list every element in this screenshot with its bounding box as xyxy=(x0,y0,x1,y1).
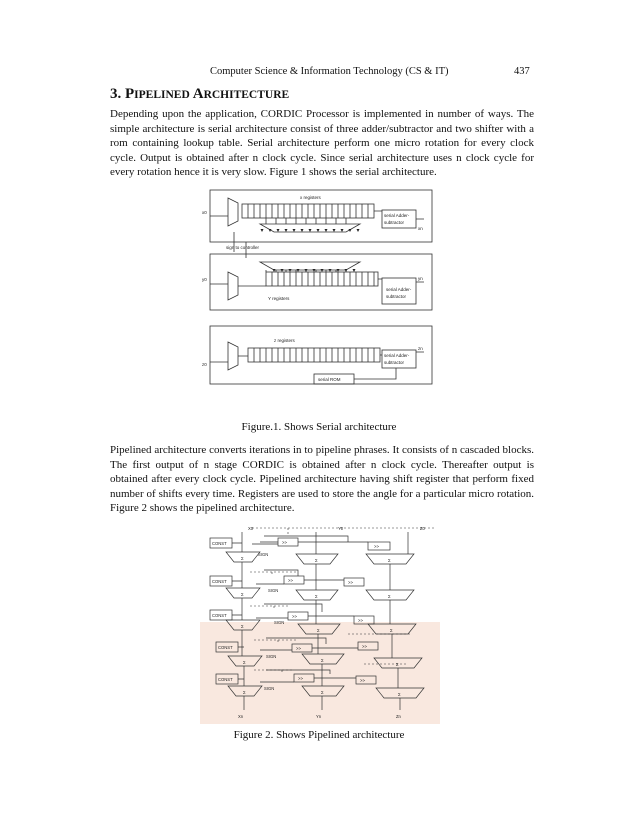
const-label-1: CONST xyxy=(212,541,227,546)
sum-5c: Σ xyxy=(398,692,401,697)
shift-label-1a: >> xyxy=(282,540,287,545)
yn-label: yn xyxy=(418,276,423,281)
highlight-region xyxy=(200,622,440,724)
shift-box-2a xyxy=(284,576,304,584)
sum-2c: Σ xyxy=(388,594,391,599)
z0-label: z0 xyxy=(202,362,207,367)
figure-1-serial-architecture xyxy=(196,186,436,392)
sum-1c: Σ xyxy=(388,558,391,563)
page-number: 437 xyxy=(514,66,530,77)
shift-label-4b: >> xyxy=(362,644,367,649)
x-mux xyxy=(228,198,238,226)
const-label-2: CONST xyxy=(212,579,227,584)
y0-label: y0 xyxy=(202,277,207,282)
paragraph-1: Depending upon the application, CORDIC Processor is implemented in number of ways. The simple architecture is serial architecture consist of three adder/subtractor and two shifter with a rom containing lookup table. Serial architecture perform one micro rotation for every clock cycle. Output is obtained after n clock cycle. Since serial architecture uses n clock cycle for every rotation hence it is very slow. Figure 1 shows the serial architecture. xyxy=(110,108,534,178)
shift-label-1b: >> xyxy=(374,544,379,549)
sum-5a: Σ xyxy=(243,690,246,695)
z-adder-label: serial Adder- xyxy=(384,353,410,358)
figure-2-caption: Figure 2. Shows Pipelined architecture xyxy=(233,729,405,741)
y-crossbar xyxy=(260,262,360,270)
shift-box-1a xyxy=(278,538,298,546)
z-subtractor-label: subtractor xyxy=(384,360,405,365)
paragraph-2: Pipelined architecture converts iterations in to pipeline phrases. It consists of n cascaded blocks. The first output of n stage CORDIC is obtained after n clock cycle. Thereafter output is obtained after every clock cycle. Pipelined architecture having shift register that perform fixed number of shifts every time. Registers are used to store the angle for a particular micro rotation. Figure 2 shows the pipelined architecture. xyxy=(110,444,534,514)
sum-1a: Σ xyxy=(241,556,244,561)
sign-label-5: SIGN xyxy=(264,686,275,691)
shift-label-3a: >> xyxy=(292,614,297,619)
y-adder-label: serial Adder- xyxy=(386,287,412,292)
sign-label-1: SIGN xyxy=(258,552,269,557)
sum-1b: Σ xyxy=(315,558,318,563)
const-label-5: CONST xyxy=(218,677,233,682)
sum-3c: Σ xyxy=(390,628,393,633)
sum-3a: Σ xyxy=(241,624,244,629)
x0-label: x0 xyxy=(202,210,207,215)
shift-label-5b: >> xyxy=(360,678,365,683)
shift-label-3b: >> xyxy=(358,618,363,623)
shift-box-1b xyxy=(368,542,390,550)
sum-4c: Σ xyxy=(396,662,399,667)
y-mux xyxy=(228,272,238,300)
running-title: Computer Science & Information Technology (CS & IT) xyxy=(210,66,449,77)
y0-input-label: Y0 xyxy=(338,526,344,531)
sum-2a: Σ xyxy=(241,592,244,597)
sign-to-controller-label: sign to controller xyxy=(226,245,260,250)
y-subtractor-label: subtractor xyxy=(386,294,407,299)
sign-label-2: SIGN xyxy=(268,588,279,593)
x0-input-label: X0 xyxy=(248,526,254,531)
sum-4a: Σ xyxy=(243,660,246,665)
x-registers-label: x registers xyxy=(300,195,321,200)
yn-output-label: Yn xyxy=(316,714,322,719)
sum-3b: Σ xyxy=(317,628,320,633)
shift-box-2b xyxy=(344,578,364,586)
z-registers-label: z registers xyxy=(274,338,295,343)
sign-label-3: SIGN xyxy=(274,620,285,625)
y-registers-label: Y registers xyxy=(268,296,290,301)
section-rest-1: IPELINED xyxy=(134,89,190,101)
sign-label-4: SIGN xyxy=(266,654,277,659)
section-number: 3. xyxy=(110,86,122,102)
section-heading xyxy=(110,86,289,103)
const-label-4: CONST xyxy=(218,645,233,650)
section-cap-1: P xyxy=(125,86,135,102)
y-register xyxy=(266,272,378,286)
shift-label-2b: >> xyxy=(348,580,353,585)
shift-box-3a xyxy=(288,612,308,620)
zn-output-label: Zn xyxy=(396,714,401,719)
shift-label-4a: >> xyxy=(296,646,301,651)
section-cap-2: A xyxy=(192,86,204,102)
serial-rom-label: serial ROM xyxy=(318,377,341,382)
xn-label: xn xyxy=(418,226,423,231)
x-subtractor-label: subtractor xyxy=(384,220,405,225)
zn-label: zn xyxy=(418,346,423,351)
sum-5b: Σ xyxy=(321,690,324,695)
shift-label-5a: >> xyxy=(298,676,303,681)
xn-output-label: Xn xyxy=(238,714,244,719)
z0-input-label: Z0 xyxy=(420,526,425,531)
z-mux xyxy=(228,342,238,370)
figure-2-pipelined-architecture xyxy=(198,524,440,724)
shift-label-2a: >> xyxy=(288,578,293,583)
sum-2b: Σ xyxy=(315,594,318,599)
x-adder-label: serial Adder- xyxy=(384,213,410,218)
const-label-3: CONST xyxy=(212,613,227,618)
figure-1-caption: Figure.1. Shows Serial architecture xyxy=(241,421,397,433)
section-rest-2: RCHITECTURE xyxy=(203,89,290,101)
sum-4b: Σ xyxy=(321,658,324,663)
